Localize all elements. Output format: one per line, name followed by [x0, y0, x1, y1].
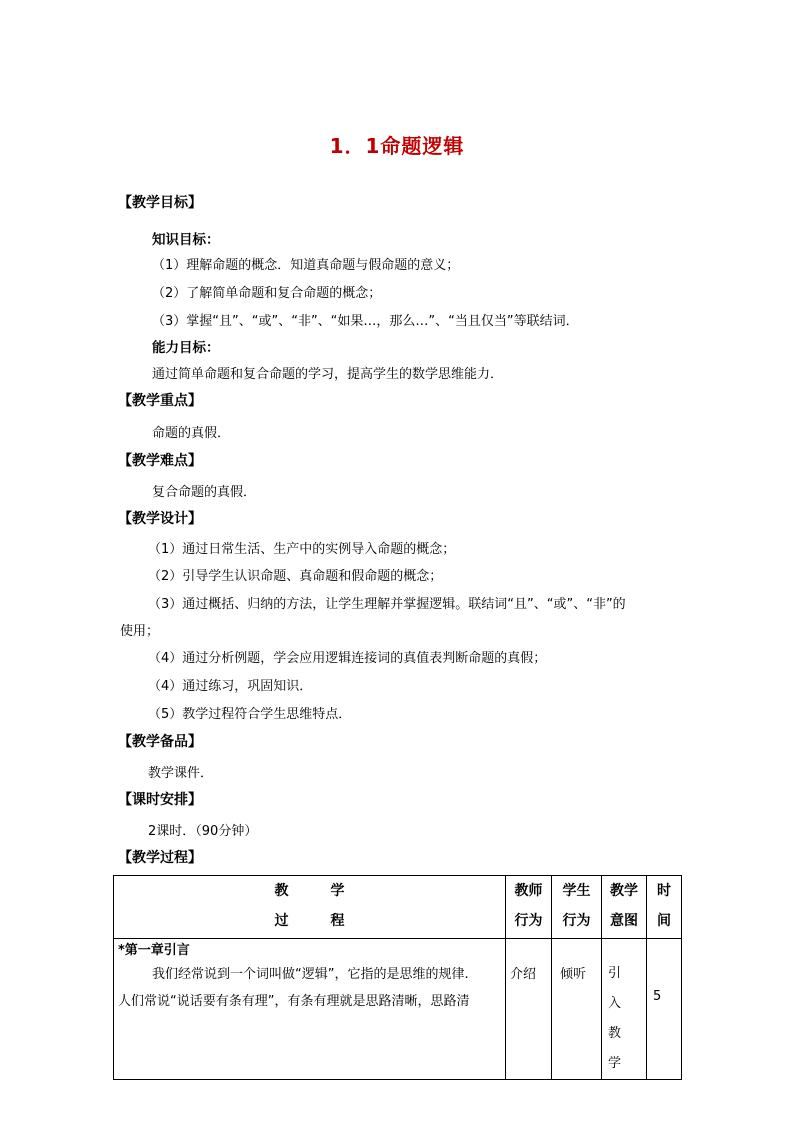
process-content-cell — [114, 939, 506, 1080]
header-student-line: 学生 — [562, 883, 591, 899]
key-points-text: 命题的真假． — [152, 426, 231, 441]
header-time-line: 时 — [657, 883, 671, 899]
schedule-heading: 【课时安排】 — [118, 792, 202, 808]
header-student-line: 行为 — [562, 913, 591, 929]
header-char: 学 — [330, 883, 345, 899]
header-intent-line: 教学 — [610, 883, 638, 899]
design-item: （2）引导学生认识命题、真命题和假命题的概念； — [148, 569, 443, 584]
ability-label: 能力目标： — [152, 340, 220, 356]
design-item: （1）通过日常生活、生产中的实例导入命题的概念； — [148, 542, 456, 557]
table-row — [114, 939, 682, 1080]
header-time-cell — [647, 876, 682, 939]
row-title: *第一章引言 — [118, 943, 190, 958]
intent-text: 引入教学 — [608, 966, 628, 1071]
page-title: 1．1命题逻辑 — [329, 134, 465, 158]
design-item: （5）教学过程符合学生思维特点． — [148, 707, 352, 722]
ability-text: 通过简单命题和复合命题的学习，提高学生的数学思维能力． — [152, 367, 504, 382]
knowledge-item: （2）了解简单命题和复合命题的概念； — [152, 286, 382, 301]
design-item: （3）通过概括、归纳的方法，让学生理解并掌握逻辑。联结词“且”、“或”、“非”的 — [148, 597, 626, 612]
materials-text: 教学课件． — [148, 766, 214, 781]
schedule-text: 2课时．（90分钟） — [148, 824, 258, 839]
header-teacher-line: 行为 — [514, 913, 543, 929]
time-cell — [647, 939, 682, 1080]
knowledge-item: （1）理解命题的概念．知道真命题与假命题的意义； — [152, 258, 460, 273]
knowledge-label: 知识目标： — [152, 232, 220, 248]
teacher-text: 介绍 — [510, 967, 537, 982]
time-text: 5 — [653, 989, 662, 1004]
design-heading: 【教学设计】 — [118, 511, 202, 527]
knowledge-item: （3）掌握“且”、“或”、“非”、“如果…，那么…”、“当且仅当”等联结词． — [152, 314, 579, 329]
teacher-cell — [506, 939, 552, 1080]
process-heading: 【教学过程】 — [118, 850, 202, 866]
key-points-heading: 【教学重点】 — [118, 393, 202, 409]
intent-cell — [602, 939, 647, 1080]
materials-heading: 【教学备品】 — [118, 734, 202, 750]
design-item: （4）通过练习，巩固知识． — [148, 679, 313, 694]
student-cell — [552, 939, 602, 1080]
row-line: 我们经常说到一个词叫做“逻辑”，它指的是思维的规律. — [152, 967, 469, 982]
header-time-line: 间 — [657, 913, 671, 929]
student-text: 倾听 — [560, 967, 587, 982]
difficulties-text: 复合命题的真假． — [152, 485, 257, 500]
header-char: 过 — [274, 913, 289, 929]
header-intent-cell — [602, 876, 647, 939]
table-header-row — [114, 876, 682, 939]
header-teacher-cell — [506, 876, 552, 939]
objectives-heading: 【教学目标】 — [118, 195, 202, 211]
design-item: 使用； — [120, 624, 160, 639]
design-item: （4）通过分析例题，学会应用逻辑连接词的真值表判断命题的真假； — [148, 651, 547, 666]
header-teacher-line: 教师 — [514, 883, 543, 899]
header-intent-line: 意图 — [610, 913, 638, 929]
header-char: 程 — [330, 913, 345, 929]
process-table — [113, 875, 682, 1080]
header-process-cell — [114, 876, 506, 939]
difficulties-heading: 【教学难点】 — [118, 453, 202, 469]
row-line: 人们常说“说话要有条有理”，有条有理就是思路清晰，思路清 — [118, 994, 470, 1009]
header-student-cell — [552, 876, 602, 939]
header-char: 教 — [274, 883, 289, 899]
